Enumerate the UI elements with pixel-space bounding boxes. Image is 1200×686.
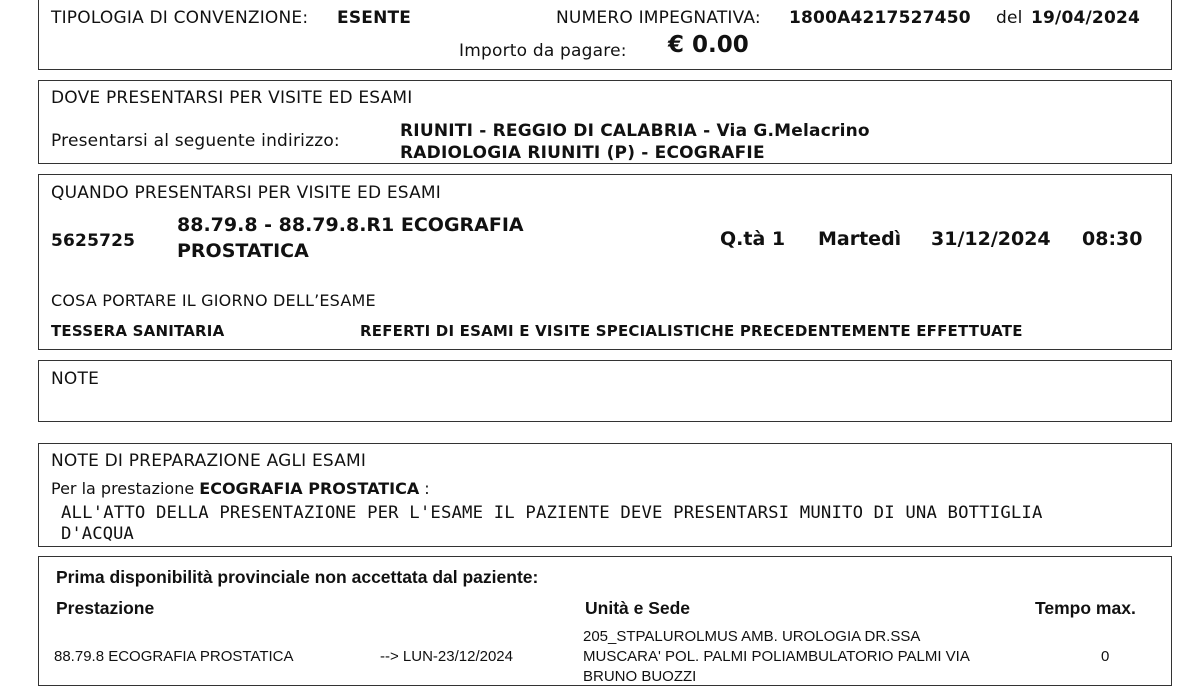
preparazione-title: NOTE DI PREPARAZIONE AGLI ESAMI: [51, 451, 367, 471]
quantity: Q.tà 1: [720, 228, 786, 250]
col-prestazione-header: Prestazione: [56, 598, 155, 618]
dove-presentarsi-box: [38, 80, 1172, 164]
disponibilita-title: Prima disponibilità provinciale non accettata dal paziente:: [56, 567, 539, 587]
impegnativa-date: 19/04/2024: [1031, 8, 1141, 28]
del-label: del: [996, 8, 1023, 28]
tipologia-value: ESENTE: [337, 8, 412, 28]
col-tempo-header: Tempo max.: [1035, 598, 1136, 618]
row-prestazione: 88.79.8 ECOGRAFIA PROSTATICA: [54, 648, 294, 665]
portare-title: COSA PORTARE IL GIORNO DELL’ESAME: [51, 291, 376, 310]
dove-title: DOVE PRESENTARSI PER VISITE ED ESAMI: [51, 88, 413, 108]
appointment-weekday: Martedì: [818, 228, 902, 250]
indirizzo-label: Presentarsi al seguente indirizzo:: [51, 131, 340, 151]
importo-value: € 0.00: [668, 32, 749, 58]
row-tempo: 0: [1101, 648, 1110, 665]
importo-label: Importo da pagare:: [459, 41, 627, 61]
numero-impegnativa-value: 1800A4217527450: [789, 8, 971, 28]
quando-title: QUANDO PRESENTARSI PER VISITE ED ESAMI: [51, 183, 441, 203]
row-unita-line-2: MUSCARA' POL. PALMI POLIAMBULATORIO PALMI VIA: [583, 648, 970, 665]
row-date: --> LUN-23/12/2024: [380, 648, 513, 665]
numero-impegnativa-label: NUMERO IMPEGNATIVA:: [556, 8, 761, 28]
row-unita-line-3: BRUNO BUOZZI: [583, 668, 697, 685]
col-unita-header: Unità e Sede: [585, 598, 691, 618]
note-box: [38, 360, 1172, 422]
intro-prefix: Per la prestazione: [51, 479, 195, 498]
appointment-time: 08:30: [1082, 228, 1143, 250]
tipologia-label: TIPOLOGIA DI CONVENZIONE:: [51, 8, 309, 28]
portare-item-referti: REFERTI DI ESAMI E VISITE SPECIALISTICHE PRECEDENTEMENTE EFFETTUATE: [360, 322, 1023, 340]
portare-item-tessera: TESSERA SANITARIA: [51, 322, 225, 340]
preparazione-box: [38, 443, 1172, 547]
disponibilita-box: [38, 556, 1172, 686]
quando-presentarsi-box: [38, 174, 1172, 350]
preparazione-intro: [51, 479, 430, 498]
address-line-2: RADIOLOGIA RIUNITI (P) - ECOGRAFIE: [400, 143, 765, 163]
appointment-date: 31/12/2024: [931, 228, 1051, 250]
note-title: NOTE: [51, 369, 100, 389]
header-box: [38, 0, 1172, 70]
address-line-1: RIUNITI - REGGIO DI CALABRIA - Via G.Melacrino: [400, 121, 870, 141]
intro-suffix: :: [424, 479, 430, 498]
exam-line-2: PROSTATICA: [177, 240, 309, 262]
row-unita-line-1: 205_STPALUROLMUS AMB. UROLOGIA DR.SSA: [583, 628, 921, 645]
intro-exam: ECOGRAFIA PROSTATICA: [199, 479, 420, 498]
exam-line-1: 88.79.8 - 88.79.8.R1 ECOGRAFIA: [177, 214, 524, 236]
preparazione-text-line-1: ALL'ATTO DELLA PRESENTAZIONE PER L'ESAME IL PAZIENTE DEVE PRESENTARSI MUNITO DI UNA BOTTIGLIA: [61, 503, 1043, 523]
preparazione-text-line-2: D'ACQUA: [61, 524, 134, 544]
prenotazione-code: 5625725: [51, 231, 136, 251]
